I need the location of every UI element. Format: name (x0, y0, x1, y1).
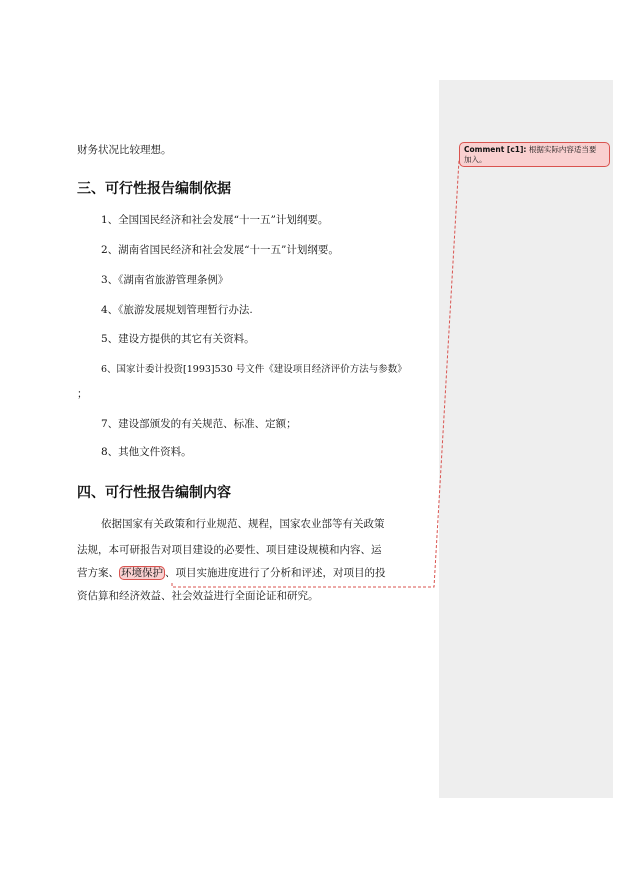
list-item: 6、国家计委计投资[1993]530 号文件《建设项目经济评价方法与参数》 (101, 364, 407, 375)
section3-heading: 三、可行性报告编制依据 (77, 181, 231, 197)
list-item: 2、湖南省国民经济和社会发展“十一五”计划纲要。 (101, 244, 339, 256)
paragraph-line: 依据国家有关政策和行业规范、规程，国家农业部等有关政策 (101, 518, 385, 530)
comment-balloon[interactable] (459, 142, 610, 167)
list-item: 5、建设方提供的其它有关资料。 (101, 333, 255, 345)
comment-text: 根据实际内容适当要 (528, 145, 597, 154)
list-item: 8、其他文件资料。 (101, 446, 192, 458)
comment-text: 加入。 (464, 155, 487, 164)
list-item: 1、全国国民经济和社会发展“十一五”计划纲要。 (101, 214, 329, 226)
comment-margin-panel (439, 80, 613, 798)
paragraph-line (77, 566, 386, 580)
paragraph-text: 营方案、 (77, 567, 119, 579)
paragraph-text: 、项目实施进度进行了分析和评述，对项目的投 (165, 567, 386, 579)
paragraph-line: 法规，本可研报告对项目建设的必要性、项目建设规模和内容、运 (77, 544, 382, 556)
section4-heading: 四、可行性报告编制内容 (77, 485, 231, 501)
intro-line: 财务状况比较理想。 (77, 144, 172, 156)
commented-text-highlight[interactable]: 环境保护 (121, 567, 163, 579)
list-item-continuation: ； (77, 388, 88, 400)
paragraph-line: 资估算和经济效益、社会效益进行全面论证和研究。 (77, 590, 319, 602)
list-item: 3、《湖南省旅游管理条例》 (101, 274, 229, 286)
list-item: 4、《旅游发展规划管理暂行办法. (101, 304, 253, 316)
comment-label: Comment [c1]: (464, 145, 527, 154)
list-item: 7、建设部颁发的有关规范、标准、定额； (101, 418, 297, 430)
